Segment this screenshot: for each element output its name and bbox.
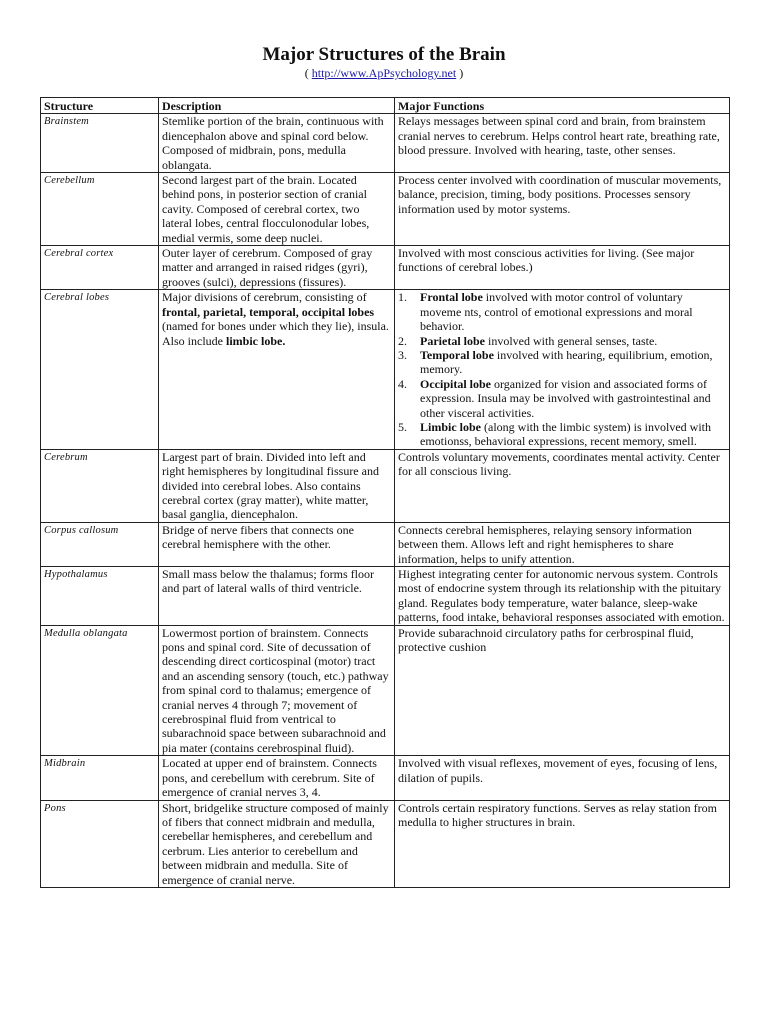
row-functions: Highest integrating center for autonomic nervous system. Controls most of endocrine system through its relationship with the pituitary gland. Regulates body temperature, water balance, sleep-wake patterns, food intake, behavioral responses associated with emotion. bbox=[395, 567, 730, 626]
row-functions: Controls voluntary movements, coordinates mental activity. Center for all conscious living. bbox=[395, 449, 730, 522]
lobe-function: organized for vision and associated forms of expression. Insula may be involved with gastrointestinal and other visceral activities. bbox=[420, 376, 711, 420]
lobe-name: Occipital lobe bbox=[420, 376, 491, 391]
row-description: Short, bridgelike structure composed of mainly of fibers that connect midbrain and medulla, cerebellar hemispheres, and cerebellum and cerbrum. Lies anterior to cerebellum and between midbrain and medulla. Site of emergence of cranial nerve. bbox=[159, 800, 395, 887]
desc-text: (named for bones under which they lie), insula. Also include bbox=[162, 319, 389, 348]
lobe-function: involved with motor control of voluntary moveme nts, control of emotional expressions and moral behavior. bbox=[420, 290, 693, 334]
header-functions: Major Functions bbox=[395, 98, 730, 114]
header-description: Description bbox=[159, 98, 395, 114]
table-row bbox=[41, 114, 730, 173]
row-functions: Provide subarachnoid circulatory paths for cerbrospinal fluid, protective cushion bbox=[395, 625, 730, 756]
table-row bbox=[41, 449, 730, 522]
row-structure: Hypothalamus bbox=[41, 567, 159, 626]
row-description: Stemlike portion of the brain, continuous with diencephalon above and spinal cord below. Composed of midbrain, pons, medulla oblangata. bbox=[159, 114, 395, 173]
desc-lobes-bold: frontal, parietal, temporal, occipital lobes bbox=[162, 304, 375, 319]
row-description: Outer layer of cerebrum. Composed of gray matter and arranged in raised ridges (gyri), grooves (sulci), depressions (fissures). bbox=[159, 246, 395, 290]
row-functions: Involved with most conscious activities for living. (See major functions of cerebral lobes.) bbox=[395, 246, 730, 290]
lobe-function: involved with hearing, equilibrium, emotion, memory. bbox=[420, 347, 713, 377]
lobe-name: Frontal lobe bbox=[420, 290, 483, 305]
table-row bbox=[41, 625, 730, 756]
lobe-function: involved with general senses, taste. bbox=[484, 333, 658, 348]
row-description: Lowermost portion of brainstem. Connects pons and spinal cord. Site of decussation of descending direct corticospinal (motor) tract and an ascending sensory (touch, etc.) pathway from spinal cord to thalamus; emergence of cranial nerves 4 through 7; movement of cerebrospinal fluid from ventrical to subarachnoid space between subarachnoid and pia mater (contains cerebrospinal fluid). bbox=[159, 625, 395, 756]
source-link[interactable]: http://www.ApPsychology.net bbox=[311, 66, 457, 80]
list-item bbox=[398, 334, 726, 348]
subtitle-suffix: ) bbox=[456, 66, 464, 80]
table-row bbox=[41, 173, 730, 246]
row-structure: Cerebrum bbox=[41, 449, 159, 522]
row-description: Largest part of brain. Divided into left and right hemispheres by longitudinal fissure and divided into cerebral lobes. Also contains cerebral cortex (gray matter), white matter, basal ganglia, diencephalon. bbox=[159, 449, 395, 522]
row-functions: Controls certain respiratory functions. Serves as relay station from medulla to higher structures in brain. bbox=[395, 800, 730, 887]
table-row bbox=[41, 800, 730, 887]
list-item bbox=[398, 290, 726, 333]
table-header-row bbox=[41, 98, 730, 114]
lobe-name: Temporal lobe bbox=[420, 347, 494, 362]
row-structure: Cerebral lobes bbox=[41, 290, 159, 449]
row-functions: Involved with visual reflexes, movement of eyes, focusing of lens, dilation of pupils. bbox=[395, 756, 730, 800]
list-item bbox=[398, 377, 726, 420]
table-row bbox=[41, 756, 730, 800]
subtitle-prefix: ( bbox=[304, 66, 312, 80]
lobe-name: Limbic lobe bbox=[420, 419, 482, 434]
list-number: 1. bbox=[398, 290, 407, 305]
lobe-function-list bbox=[398, 290, 726, 448]
brain-structures-table bbox=[40, 97, 730, 888]
row-structure: Brainstem bbox=[41, 114, 159, 173]
lobe-function: (along with the limbic system) is involved with emotionss, behavioral expressions, recent memory, smell. bbox=[420, 419, 711, 449]
row-structure: Pons bbox=[41, 800, 159, 887]
row-description: Second largest part of the brain. Located behind pons, in posterior section of cranial cavity. Composed of cerebral cortex, two lateral lobes, central flocculonodular lobes, medial vermis, some deep nuclei. bbox=[159, 173, 395, 246]
row-description: Small mass below the thalamus; forms floor and part of lateral walls of third ventricle. bbox=[159, 567, 395, 626]
row-functions bbox=[395, 290, 730, 449]
list-item bbox=[398, 420, 726, 449]
list-number: 5. bbox=[398, 419, 407, 434]
header-structure: Structure bbox=[41, 98, 159, 114]
row-functions: Process center involved with coordination of muscular movements, balance, precision, timing, body positions. Processes sensory information used by motor systems. bbox=[395, 173, 730, 246]
row-structure: Corpus callosum bbox=[41, 522, 159, 566]
list-number: 2. bbox=[398, 333, 407, 348]
row-structure: Cerebellum bbox=[41, 173, 159, 246]
table-row bbox=[41, 246, 730, 290]
list-number: 4. bbox=[398, 376, 407, 391]
lobe-name: Parietal lobe bbox=[420, 333, 485, 348]
desc-limbic-bold: limbic lobe. bbox=[226, 333, 286, 348]
page-title: Major Structures of the Brain bbox=[262, 44, 506, 65]
desc-text: Major divisions of cerebrum, consisting of bbox=[162, 290, 367, 305]
page-subtitle bbox=[0, 66, 768, 81]
row-description: Bridge of nerve fibers that connects one cerebral hemisphere with the other. bbox=[159, 522, 395, 566]
table-row bbox=[41, 522, 730, 566]
list-number: 3. bbox=[398, 347, 407, 362]
row-structure: Medulla oblangata bbox=[41, 625, 159, 756]
row-description bbox=[159, 290, 395, 449]
list-item bbox=[398, 348, 726, 377]
row-structure: Cerebral cortex bbox=[41, 246, 159, 290]
row-description: Located at upper end of brainstem. Connects pons, and cerebellum with cerebrum. Site of emergence of cranial nerves 3, 4. bbox=[159, 756, 395, 800]
row-functions: Connects cerebral hemispheres, relaying sensory information between them. Allows left and right hemispheres to share information, helps to unify attention. bbox=[395, 522, 730, 566]
row-functions: Relays messages between spinal cord and brain, from brainstem cranial nerves to cerebrum. Helps control heart rate, breathing rate, blood pressure. Involved with hearing, taste, other senses. bbox=[395, 114, 730, 173]
row-structure: Midbrain bbox=[41, 756, 159, 800]
table-row bbox=[41, 290, 730, 449]
table-row bbox=[41, 567, 730, 626]
